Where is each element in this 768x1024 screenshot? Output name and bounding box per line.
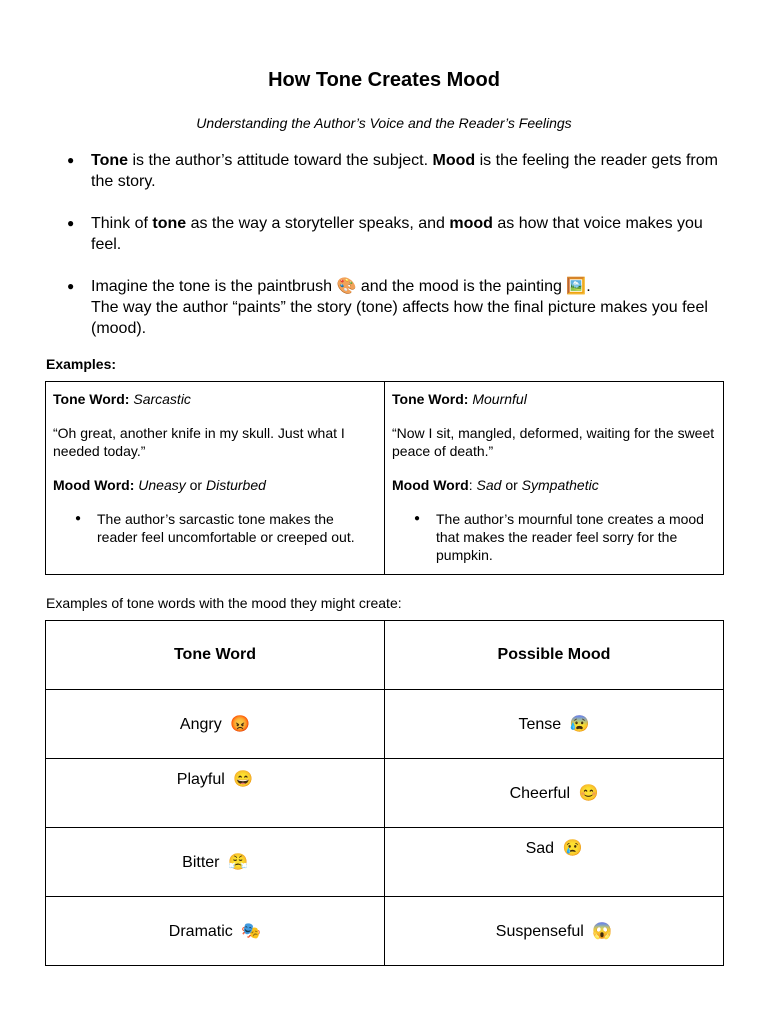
example-explanation: ● The author’s sarcastic tone makes the reader feel uncomfortable or creeped out. [53,510,377,546]
bullet-item [60,150,720,192]
mood-cell [385,690,724,759]
example-explanation: ● The author’s mournful tone creates a mood that makes the reader feel sorry for the pumpkin. [392,510,716,564]
tone-label: Tone Word: [53,391,130,407]
page-subtitle: Understanding the Author’s Voice and the Reader’s Feelings [196,115,572,131]
bullet-text: and the mood is the painting [356,278,567,295]
intro-bullet-list [60,150,720,360]
steam-face-icon: 😤 [227,854,248,871]
mood-label: Mood Word [392,477,469,493]
grinning-face-icon: 😄 [233,771,254,788]
bold-term: Tone [91,152,129,169]
screaming-face-icon: 😱 [592,923,613,940]
bullet-text: . [586,278,591,295]
example-quote: “Now I sit, mangled, deformed, waiting for the sweet peace of death.” [392,425,715,459]
mood-word: Sad [525,840,555,857]
header-possible-mood: Possible Mood [385,621,724,690]
table-row [46,759,724,828]
bullet-text: as how that voice makes you feel. [91,215,703,253]
tone-cell [46,897,385,966]
mood-label: Mood Word: [53,477,135,493]
mood-word: Suspenseful [495,923,584,940]
mood-word: Uneasy [138,477,186,493]
smiling-face-icon: 😊 [578,785,599,802]
bullet-text: Think of [91,215,153,232]
examples-table [45,381,724,575]
mood-word: Sympathetic [521,477,599,493]
mood-word: Tense [518,716,562,733]
tone-cell [46,690,385,759]
bold-term: Mood [432,152,476,169]
mood-cell [385,897,724,966]
crying-face-icon: 😢 [562,840,583,857]
table-intro: Examples of tone words with the mood they might create: [46,595,402,611]
mood-connector: or [185,477,206,493]
theater-masks-icon: 🎭 [241,923,262,940]
mood-word: Disturbed [205,477,266,493]
bullet-text: is the feeling the reader gets from the story. [91,152,718,190]
anxious-face-icon: 😰 [569,716,590,733]
examples-heading: Examples: [46,356,117,372]
table-row [46,690,724,759]
page-title: How Tone Creates Mood [268,69,500,91]
framed-picture-icon: 🖼️ [566,278,587,295]
tone-word: Bitter [182,854,220,871]
palette-icon: 🎨 [336,278,357,295]
table-row [46,897,724,966]
header-tone-word: Tone Word [46,621,385,690]
tone-cell [46,828,385,897]
bullet-text: Imagine the tone is the paintbrush [91,278,337,295]
table-row [46,828,724,897]
example-cell-sarcastic [46,382,385,575]
tone-word: Angry [179,716,222,733]
tone-cell [46,759,385,828]
example-cell-mournful [385,382,724,575]
bullet-text: The way the author “paints” the story (tone) affects how the final picture makes you feel (mood). [91,299,708,337]
bullet-text: is the author’s attitude toward the subject. [128,152,433,169]
mood-colon: : [468,477,477,493]
angry-face-icon: 😡 [230,716,251,733]
tone-word: Playful [176,771,225,788]
tone-word: Mournful [472,391,527,407]
tone-mood-table [45,620,724,966]
tone-label: Tone Word: [392,391,469,407]
bold-term: mood [449,215,493,232]
bullet-item [60,276,720,339]
mood-word: Cheerful [509,785,571,802]
mood-connector: or [501,477,522,493]
mood-word: Sad [476,477,502,493]
bold-term: tone [152,215,187,232]
mood-cell [385,759,724,828]
table-header-row [46,621,724,690]
example-quote: “Oh great, another knife in my skull. Just what I needed today.” [53,425,345,459]
mood-cell [385,828,724,897]
tone-word: Dramatic [168,923,233,940]
bullet-item [60,213,720,255]
bullet-text: as the way a storyteller speaks, and [186,215,450,232]
tone-word: Sarcastic [133,391,191,407]
